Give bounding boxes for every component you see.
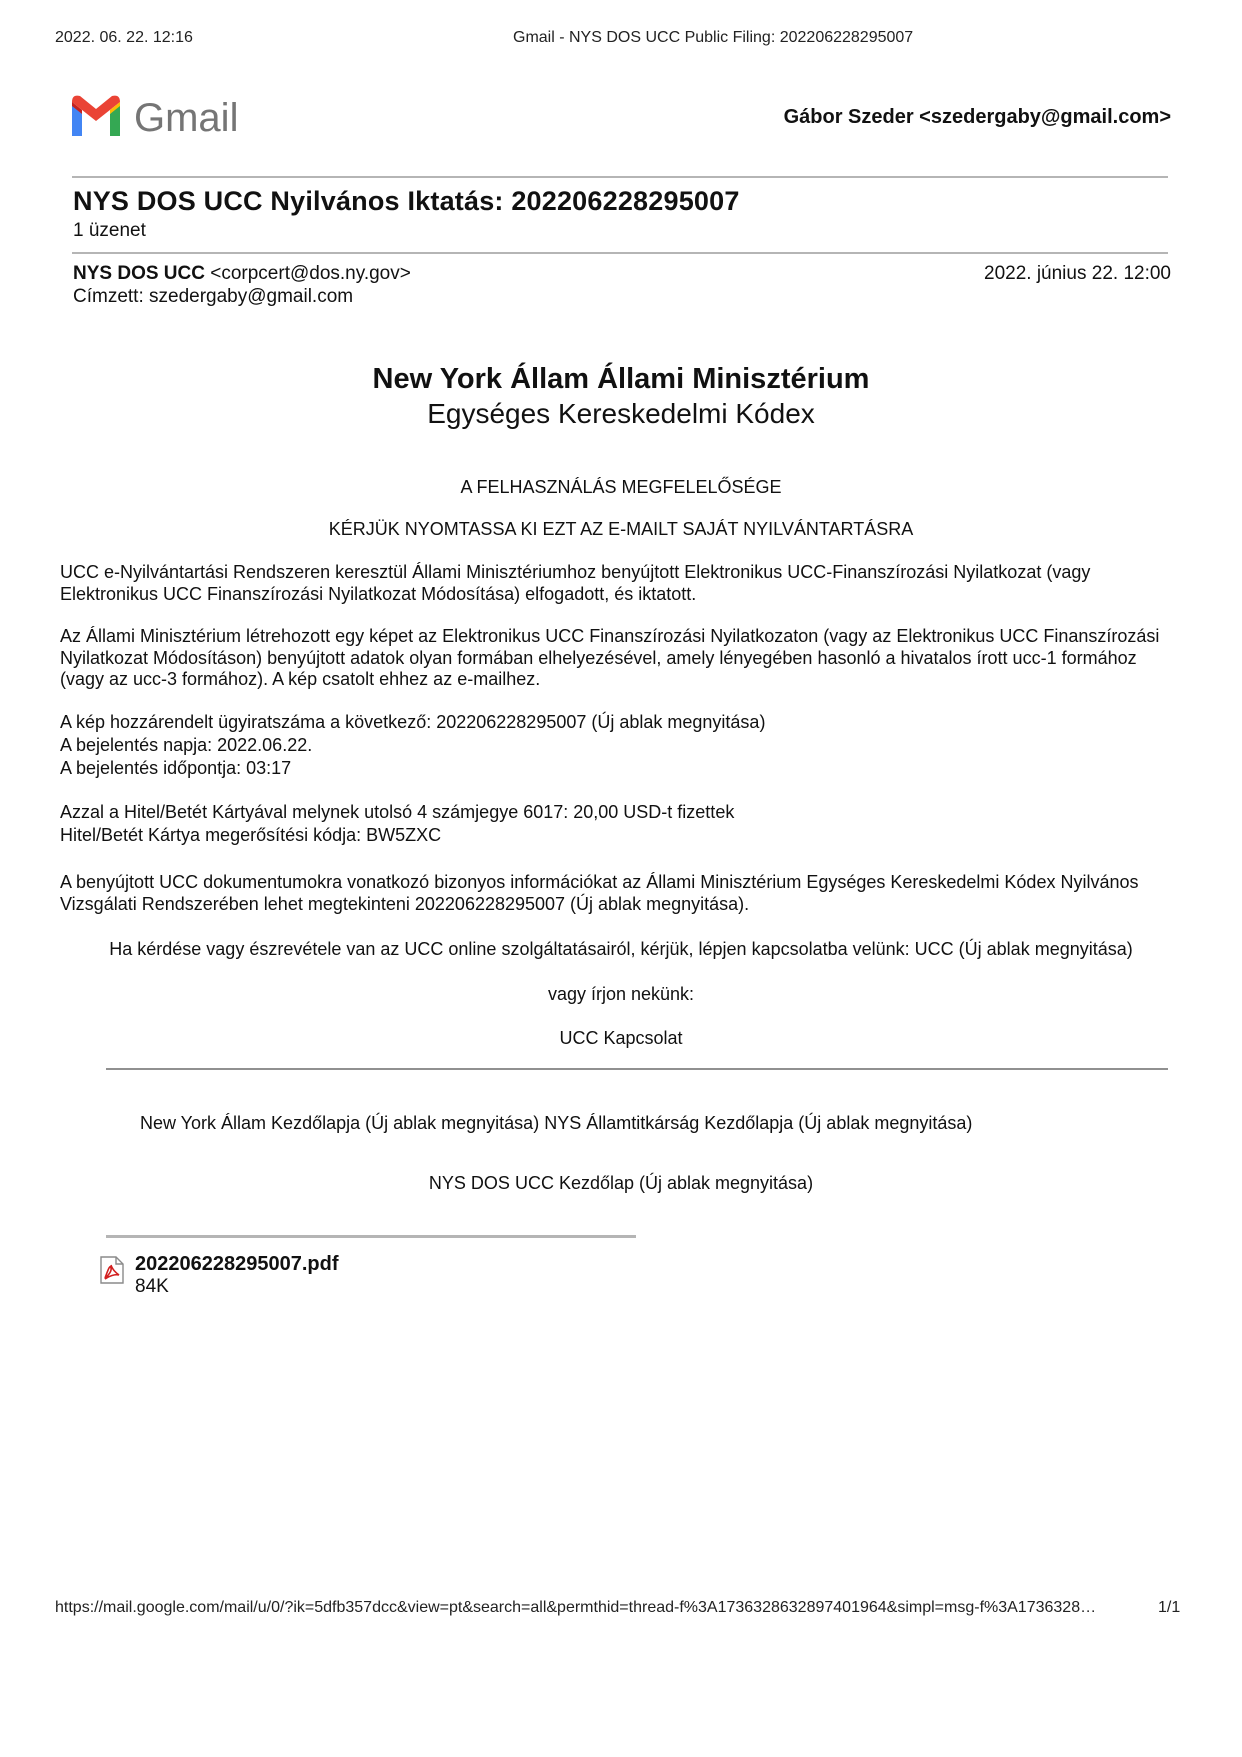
paragraph-search: A benyújtott UCC dokumentumokra vonatkozó bizonyos információkat az Állami Minisztérium Egységes Kereskedelmi Kódex Nyilvános Vizsgálati Rendszerében lehet megtekinteni 202206228295007 (Új ablak megnyitása). xyxy=(60,872,1139,914)
gmail-logo-text: Gmail xyxy=(134,96,239,140)
ucc-contact-link[interactable]: UCC Kapcsolat xyxy=(559,1028,683,1048)
gmail-m-icon xyxy=(70,92,266,140)
print-url: https://mail.google.com/mail/u/0/?ik=5dfb357dcc&view=pt&search=all&permthid=thread-f%3A1736328632897401964&simpl=msg-f%3A1736328… xyxy=(55,1599,1097,1616)
paragraph-accepted: UCC e-Nyilvántartási Rendszeren keresztül Állami Minisztériumhoz benyújtott Elektronikus UCC-Finanszírozási Nyilatkozat (vagy Elektronikus UCC Finanszírozási Nyilatkozat Módosítása) elfogadott, és iktatott. xyxy=(60,562,1091,604)
attachment-divider xyxy=(106,1235,636,1238)
header-divider xyxy=(72,176,1168,178)
footer-home-link[interactable]: NYS DOS UCC Kezdőlap (Új ablak megnyitása) xyxy=(428,1173,814,1193)
print-page-number: 1/1 xyxy=(1158,1599,1181,1616)
pdf-icon xyxy=(99,1256,125,1284)
sender-email: <corpcert@dos.ny.gov> xyxy=(210,263,411,284)
paragraph-image: Az Állami Minisztérium létrehozott egy képet az Elektronikus UCC Finanszírozási Nyilatkozaton (vagy az Elektronikus UCC Finanszírozási Nyilatkozat Módosításon) benyújtott adatok olyan formában elhelyezésével, amely lényegében hasonló a hivatalos írott ucc-1 formához (vagy az ucc-3 formához). A kép csatolt ehhez az e-mailhez. xyxy=(60,626,1160,689)
footer-links[interactable]: New York Állam Kezdőlapja (Új ablak megnyitása) NYS Államtitkárság Kezdőlapja (Új ablak megnyitása) xyxy=(140,1113,973,1133)
print-notice: KÉRJÜK NYOMTASSA KI EZT AZ E-MAILT SAJÁT NYILVÁNTARTÁSRA xyxy=(328,519,914,539)
filing-time: A bejelentés időpontja: 03:17 xyxy=(60,758,292,778)
or-write-text: vagy írjon nekünk: xyxy=(547,984,695,1004)
sender-name: NYS DOS UCC xyxy=(73,263,205,284)
message-date: 2022. június 22. 12:00 xyxy=(984,263,1171,284)
gmail-logo xyxy=(70,92,266,140)
payment-info: Azzal a Hitel/Betét Kártyával melynek utolsó 4 számjegye 6017: 20,00 USD-t fizettek xyxy=(60,802,735,822)
attachment-size: 84K xyxy=(135,1276,169,1297)
thread-subject: NYS DOS UCC Nyilvános Iktatás: 202206228295007 xyxy=(73,186,740,216)
account-name: Gábor Szeder <szedergaby@gmail.com> xyxy=(783,106,1171,128)
message-recipient: Címzett: szedergaby@gmail.com xyxy=(73,286,354,307)
print-datetime: 2022. 06. 22. 12:16 xyxy=(55,29,193,46)
message-from xyxy=(73,263,411,285)
file-number[interactable]: A kép hozzárendelt ügyiratszáma a következő: 202206228295007 (Új ablak megnyitása) xyxy=(60,712,766,732)
subject-divider xyxy=(72,252,1168,254)
content-heading: New York Állam Állami Minisztérium xyxy=(372,363,870,395)
content-divider xyxy=(106,1068,1168,1070)
filing-date: A bejelentés napja: 2022.06.22. xyxy=(60,735,313,755)
content-subheading: Egységes Kereskedelmi Kódex xyxy=(427,398,815,429)
attachment-name[interactable]: 202206228295007.pdf xyxy=(135,1253,339,1275)
acknowledgement-title: A FELHASZNÁLÁS MEGFELELŐSÉGE xyxy=(460,477,782,497)
confirmation-code: Hitel/Betét Kártya megerősítési kódja: BW5ZXC xyxy=(60,825,442,845)
message-count: 1 üzenet xyxy=(73,220,146,241)
print-title: Gmail - NYS DOS UCC Public Filing: 202206228295007 xyxy=(513,29,914,46)
contact-line[interactable]: Ha kérdése vagy észrevétele van az UCC online szolgáltatásairól, kérjük, lépjen kapcsolatba velünk: UCC (Új ablak megnyitása) xyxy=(109,939,1133,959)
